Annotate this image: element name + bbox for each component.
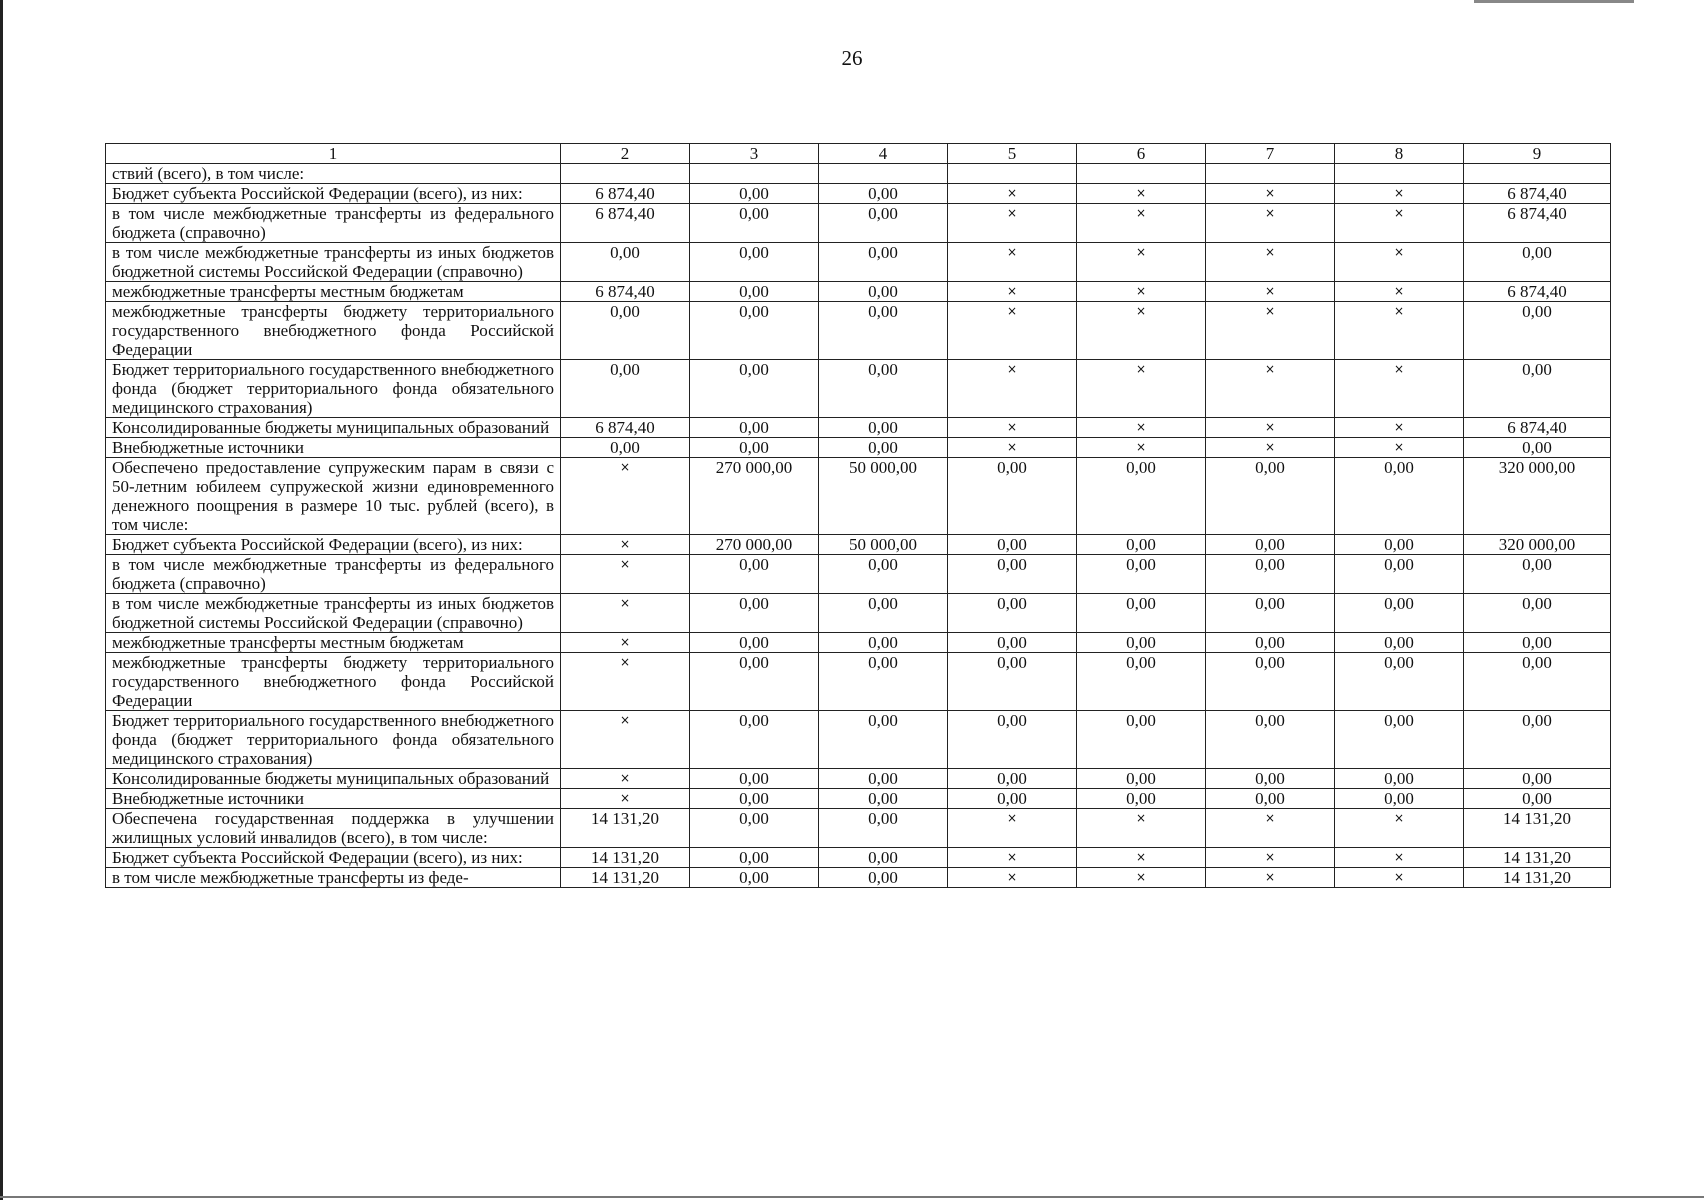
table-row — [106, 789, 1611, 809]
table-row — [106, 809, 1611, 848]
value-cell: 0,00 — [1335, 653, 1464, 711]
value-cell: 0,00 — [948, 711, 1077, 769]
value-cell: 0,00 — [1077, 458, 1206, 535]
value-cell: × — [1335, 848, 1464, 868]
value-cell: × — [1335, 282, 1464, 302]
value-cell: × — [1077, 243, 1206, 282]
value-cell: 0,00 — [1335, 633, 1464, 653]
table-row — [106, 868, 1611, 888]
header-cell: 3 — [690, 144, 819, 164]
value-cell: 0,00 — [1077, 789, 1206, 809]
row-label: Внебюджетные источники — [106, 789, 561, 809]
value-cell — [819, 164, 948, 184]
value-cell: 0,00 — [561, 243, 690, 282]
value-cell: × — [1206, 438, 1335, 458]
value-cell: 270 000,00 — [690, 535, 819, 555]
value-cell: × — [948, 302, 1077, 360]
value-cell: 0,00 — [819, 243, 948, 282]
table-row — [106, 594, 1611, 633]
value-cell: 0,00 — [690, 868, 819, 888]
value-cell: × — [1077, 418, 1206, 438]
value-cell: 14 131,20 — [561, 848, 690, 868]
value-cell — [1464, 164, 1611, 184]
value-cell: 0,00 — [1077, 769, 1206, 789]
value-cell: 0,00 — [1464, 789, 1611, 809]
value-cell: 0,00 — [690, 653, 819, 711]
value-cell: × — [1206, 204, 1335, 243]
value-cell: 0,00 — [1464, 438, 1611, 458]
value-cell: 14 131,20 — [561, 809, 690, 848]
value-cell: 0,00 — [1464, 653, 1611, 711]
value-cell: 0,00 — [1206, 594, 1335, 633]
value-cell: 0,00 — [1206, 458, 1335, 535]
value-cell: 0,00 — [819, 711, 948, 769]
value-cell: 0,00 — [1206, 535, 1335, 555]
value-cell: 0,00 — [690, 243, 819, 282]
value-cell: 0,00 — [819, 594, 948, 633]
value-cell: × — [1077, 848, 1206, 868]
value-cell: 0,00 — [819, 418, 948, 438]
table-row — [106, 164, 1611, 184]
value-cell: × — [1335, 360, 1464, 418]
value-cell: 0,00 — [819, 769, 948, 789]
page-number: 26 — [841, 46, 863, 70]
value-cell: × — [561, 789, 690, 809]
value-cell: 0,00 — [1464, 633, 1611, 653]
value-cell: 0,00 — [1464, 769, 1611, 789]
value-cell: 0,00 — [1077, 711, 1206, 769]
value-cell: × — [948, 438, 1077, 458]
header-cell: 9 — [1464, 144, 1611, 164]
value-cell: 0,00 — [1464, 711, 1611, 769]
header-cell: 1 — [106, 144, 561, 164]
value-cell: 0,00 — [1335, 458, 1464, 535]
row-label: в том числе межбюджетные трансферты из федерального бюджета (справочно) — [106, 555, 561, 594]
row-label: в том числе межбюджетные трансферты из феде- — [106, 868, 561, 888]
value-cell: × — [1206, 184, 1335, 204]
row-label: в том числе межбюджетные трансферты из иных бюджетов бюджетной системы Российской Федерации (справочно) — [106, 243, 561, 282]
value-cell: 0,00 — [561, 438, 690, 458]
value-cell: × — [561, 769, 690, 789]
row-label: Бюджет территориального государственного внебюджетного фонда (бюджет территориального фонда обязательного медицинского страхования) — [106, 711, 561, 769]
value-cell: 6 874,40 — [1464, 418, 1611, 438]
value-cell: 0,00 — [819, 302, 948, 360]
table-row — [106, 418, 1611, 438]
value-cell: 6 874,40 — [561, 282, 690, 302]
value-cell: 0,00 — [819, 633, 948, 653]
value-cell: × — [948, 848, 1077, 868]
value-cell: 0,00 — [1206, 711, 1335, 769]
value-cell: × — [561, 711, 690, 769]
value-cell: 0,00 — [1335, 769, 1464, 789]
value-cell: 0,00 — [948, 555, 1077, 594]
value-cell: 6 874,40 — [561, 184, 690, 204]
value-cell: 0,00 — [690, 711, 819, 769]
scan-edge-top-right — [1474, 0, 1634, 3]
table-row — [106, 360, 1611, 418]
value-cell: 14 131,20 — [1464, 848, 1611, 868]
value-cell: 0,00 — [690, 769, 819, 789]
scan-edge-bottom — [0, 1196, 1704, 1198]
value-cell: × — [561, 535, 690, 555]
row-label: в том числе межбюджетные трансферты из иных бюджетов бюджетной системы Российской Федерации (справочно) — [106, 594, 561, 633]
value-cell: × — [1335, 418, 1464, 438]
value-cell: × — [1335, 809, 1464, 848]
table-row — [106, 711, 1611, 769]
value-cell: 0,00 — [948, 769, 1077, 789]
header-cell: 6 — [1077, 144, 1206, 164]
row-label: Консолидированные бюджеты муниципальных образований — [106, 418, 561, 438]
budget-table — [105, 143, 1611, 888]
value-cell: × — [948, 809, 1077, 848]
value-cell: 0,00 — [1077, 555, 1206, 594]
value-cell: × — [1206, 809, 1335, 848]
value-cell: 14 131,20 — [561, 868, 690, 888]
value-cell: 14 131,20 — [1464, 868, 1611, 888]
row-label: Бюджет субъекта Российской Федерации (всего), из них: — [106, 848, 561, 868]
row-label: Внебюджетные источники — [106, 438, 561, 458]
value-cell: 0,00 — [1335, 555, 1464, 594]
row-label: Бюджет территориального государственного внебюджетного фонда (бюджет территориального фонда обязательного медицинского страхования) — [106, 360, 561, 418]
row-label: Обеспечено предоставление супружеским парам в связи с 50-летним юбилеем супружеской жизни единовременного денежного поощрения в размере 10 тыс. рублей (всего), в том числе: — [106, 458, 561, 535]
value-cell: × — [1206, 418, 1335, 438]
table-header-row — [106, 144, 1611, 164]
value-cell — [1077, 164, 1206, 184]
value-cell: × — [561, 653, 690, 711]
value-cell: 0,00 — [948, 594, 1077, 633]
value-cell: 50 000,00 — [819, 535, 948, 555]
value-cell: 0,00 — [690, 204, 819, 243]
value-cell: 0,00 — [819, 184, 948, 204]
value-cell: 0,00 — [690, 282, 819, 302]
value-cell: 0,00 — [819, 809, 948, 848]
value-cell: × — [1077, 360, 1206, 418]
value-cell: 0,00 — [1077, 594, 1206, 633]
row-label: межбюджетные трансферты местным бюджетам — [106, 633, 561, 653]
value-cell: × — [948, 868, 1077, 888]
value-cell: 0,00 — [1206, 653, 1335, 711]
value-cell — [948, 164, 1077, 184]
value-cell: × — [1335, 184, 1464, 204]
value-cell: × — [948, 282, 1077, 302]
value-cell: 0,00 — [690, 594, 819, 633]
value-cell: 0,00 — [948, 653, 1077, 711]
value-cell: × — [1335, 868, 1464, 888]
row-label: Бюджет субъекта Российской Федерации (всего), из них: — [106, 184, 561, 204]
value-cell: 0,00 — [1464, 243, 1611, 282]
value-cell: 0,00 — [819, 282, 948, 302]
value-cell: × — [1206, 302, 1335, 360]
row-label: межбюджетные трансферты местным бюджетам — [106, 282, 561, 302]
table-row — [106, 243, 1611, 282]
row-label: Консолидированные бюджеты муниципальных образований — [106, 769, 561, 789]
value-cell — [561, 164, 690, 184]
value-cell: × — [1206, 243, 1335, 282]
value-cell: × — [948, 418, 1077, 438]
value-cell: × — [948, 360, 1077, 418]
value-cell: 14 131,20 — [1464, 809, 1611, 848]
table-row — [106, 184, 1611, 204]
table-row — [106, 555, 1611, 594]
value-cell: 0,00 — [819, 438, 948, 458]
table-row — [106, 282, 1611, 302]
value-cell: × — [1077, 282, 1206, 302]
value-cell: 0,00 — [819, 360, 948, 418]
value-cell: 0,00 — [819, 789, 948, 809]
value-cell: × — [1077, 868, 1206, 888]
value-cell: 0,00 — [819, 653, 948, 711]
header-cell: 7 — [1206, 144, 1335, 164]
row-label: Бюджет субъекта Российской Федерации (всего), из них: — [106, 535, 561, 555]
value-cell: 0,00 — [561, 360, 690, 418]
value-cell: 270 000,00 — [690, 458, 819, 535]
table-row — [106, 633, 1611, 653]
value-cell: × — [1335, 302, 1464, 360]
value-cell: 0,00 — [948, 789, 1077, 809]
value-cell: × — [1335, 438, 1464, 458]
value-cell: × — [1206, 360, 1335, 418]
value-cell: 0,00 — [1335, 535, 1464, 555]
table-row — [106, 438, 1611, 458]
value-cell: 0,00 — [1077, 535, 1206, 555]
value-cell: 6 874,40 — [561, 418, 690, 438]
scan-edge-left — [0, 0, 3, 1200]
value-cell: × — [948, 184, 1077, 204]
value-cell: × — [948, 204, 1077, 243]
value-cell: 6 874,40 — [1464, 282, 1611, 302]
value-cell: × — [1077, 438, 1206, 458]
value-cell: 0,00 — [690, 418, 819, 438]
value-cell — [1206, 164, 1335, 184]
value-cell: 0,00 — [819, 555, 948, 594]
value-cell — [690, 164, 819, 184]
value-cell: × — [1077, 184, 1206, 204]
table-row — [106, 458, 1611, 535]
value-cell: 0,00 — [1464, 555, 1611, 594]
value-cell: × — [1206, 868, 1335, 888]
value-cell: 0,00 — [1464, 594, 1611, 633]
value-cell: 0,00 — [690, 438, 819, 458]
header-cell: 2 — [561, 144, 690, 164]
table-row — [106, 204, 1611, 243]
value-cell: 0,00 — [819, 204, 948, 243]
value-cell: 0,00 — [1464, 302, 1611, 360]
value-cell: 0,00 — [1464, 360, 1611, 418]
value-cell: 0,00 — [1335, 594, 1464, 633]
value-cell: 0,00 — [948, 458, 1077, 535]
value-cell: 0,00 — [819, 848, 948, 868]
value-cell: 0,00 — [948, 633, 1077, 653]
value-cell: 0,00 — [690, 302, 819, 360]
row-label: Обеспечена государственная поддержка в улучшении жилищных условий инвалидов (всего), в том числе: — [106, 809, 561, 848]
value-cell: × — [1077, 302, 1206, 360]
value-cell: 0,00 — [690, 848, 819, 868]
row-label: межбюджетные трансферты бюджету территориального государственного внебюджетного фонда Российской Федерации — [106, 302, 561, 360]
value-cell — [1335, 164, 1464, 184]
value-cell: × — [1077, 204, 1206, 243]
header-cell: 4 — [819, 144, 948, 164]
row-label: межбюджетные трансферты бюджету территориального государственного внебюджетного фонда Российской Федерации — [106, 653, 561, 711]
value-cell: 0,00 — [1206, 789, 1335, 809]
value-cell: × — [561, 594, 690, 633]
value-cell: × — [1335, 204, 1464, 243]
value-cell: 6 874,40 — [1464, 184, 1611, 204]
value-cell: 50 000,00 — [819, 458, 948, 535]
value-cell: × — [561, 555, 690, 594]
value-cell: 0,00 — [1206, 555, 1335, 594]
value-cell: 0,00 — [690, 360, 819, 418]
value-cell: 0,00 — [819, 868, 948, 888]
value-cell: × — [1206, 848, 1335, 868]
value-cell: 0,00 — [690, 184, 819, 204]
value-cell: 0,00 — [690, 633, 819, 653]
value-cell: 0,00 — [1335, 789, 1464, 809]
value-cell: × — [1206, 282, 1335, 302]
value-cell: 6 874,40 — [1464, 204, 1611, 243]
value-cell: × — [561, 633, 690, 653]
table-row — [106, 302, 1611, 360]
value-cell: 320 000,00 — [1464, 535, 1611, 555]
value-cell: 0,00 — [690, 789, 819, 809]
value-cell: 0,00 — [1077, 633, 1206, 653]
value-cell: 0,00 — [948, 535, 1077, 555]
table-row — [106, 653, 1611, 711]
value-cell: 0,00 — [690, 555, 819, 594]
value-cell: × — [1335, 243, 1464, 282]
value-cell: 0,00 — [1206, 769, 1335, 789]
table-row — [106, 769, 1611, 789]
value-cell: 0,00 — [690, 809, 819, 848]
value-cell: 320 000,00 — [1464, 458, 1611, 535]
value-cell: 0,00 — [1206, 633, 1335, 653]
row-label: ствий (всего), в том числе: — [106, 164, 561, 184]
value-cell: × — [561, 458, 690, 535]
value-cell: × — [948, 243, 1077, 282]
value-cell: 0,00 — [1335, 711, 1464, 769]
value-cell: 0,00 — [561, 302, 690, 360]
value-cell: 6 874,40 — [561, 204, 690, 243]
table-row — [106, 535, 1611, 555]
row-label: в том числе межбюджетные трансферты из федерального бюджета (справочно) — [106, 204, 561, 243]
table-row — [106, 848, 1611, 868]
header-cell: 8 — [1335, 144, 1464, 164]
header-cell: 5 — [948, 144, 1077, 164]
table-body — [106, 144, 1611, 888]
value-cell: 0,00 — [1077, 653, 1206, 711]
value-cell: × — [1077, 809, 1206, 848]
